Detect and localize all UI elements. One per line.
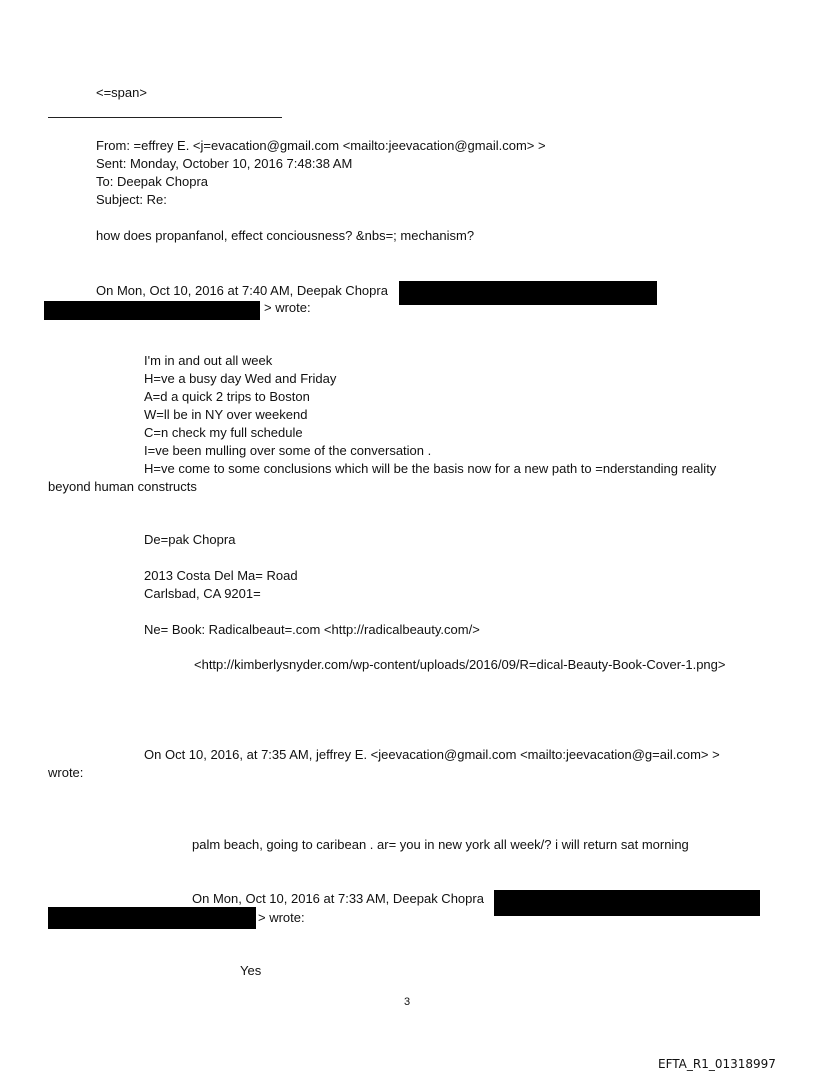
quote2-wrote: wrote: bbox=[48, 765, 84, 780]
header-subject: Subject: Re: bbox=[96, 192, 167, 207]
quote1-wrote: > wrote: bbox=[264, 300, 311, 315]
body-line: A=d a quick 2 trips to Boston bbox=[144, 389, 310, 404]
span-tag-line: <=span> bbox=[96, 85, 147, 100]
redaction-box bbox=[44, 301, 260, 320]
redaction-box bbox=[399, 281, 657, 305]
header-to: To: Deepak Chopra bbox=[96, 174, 209, 189]
signature-book: Ne= Book: Radicalbeaut=.com <http://radicalbeauty.com/> bbox=[144, 622, 480, 637]
separator-rule bbox=[48, 117, 282, 118]
footer-id: EFTA_R1_01318997 bbox=[658, 1057, 776, 1071]
body-line: C=n check my full schedule bbox=[144, 425, 303, 440]
signature-name: De=pak Chopra bbox=[144, 532, 236, 547]
body-line: I'm in and out all week bbox=[144, 353, 273, 368]
body-line-wrap: beyond human constructs bbox=[48, 479, 197, 494]
reply-text: palm beach, going to caribean . ar= you in new york all week/? i will return sat morning bbox=[192, 837, 689, 852]
header-from: From: =effrey E. <j=evacation@gmail.com <mailto:jeevacation@gmail.com> > bbox=[96, 138, 546, 153]
quote2-intro: On Oct 10, 2016, at 7:35 AM, jeffrey E. <jeevacation@gmail.com <mailto:jeevacation@g=ail.com> > bbox=[144, 747, 720, 762]
quote1-intro: On Mon, Oct 10, 2016 at 7:40 AM, Deepak Chopra bbox=[96, 283, 388, 298]
signature-image-url: <http://kimberlysnyder.com/wp-content/uploads/2016/09/R=dical-Beauty-Book-Cover-1.png> bbox=[194, 657, 726, 672]
header-sent: Sent: Monday, October 10, 2016 7:48:38 AM bbox=[96, 156, 353, 171]
body-line: H=ve come to some conclusions which will be the basis now for a new path to =nderstanding reality bbox=[144, 461, 717, 476]
redaction-box bbox=[494, 890, 760, 916]
page-number: 3 bbox=[404, 996, 411, 1008]
body-line: H=ve a busy day Wed and Friday bbox=[144, 371, 337, 386]
body-line: I=ve been mulling over some of the conversation . bbox=[144, 443, 432, 458]
quote3-wrote: > wrote: bbox=[258, 910, 305, 925]
signature-city: Carlsbad, CA 9201= bbox=[144, 586, 261, 601]
question-text: how does propanfanol, effect conciousness? &nbs=; mechanism? bbox=[96, 228, 475, 243]
body-line: W=ll be in NY over weekend bbox=[144, 407, 308, 422]
signature-address: 2013 Costa Del Ma= Road bbox=[144, 568, 298, 583]
yes-text: Yes bbox=[240, 963, 262, 978]
redaction-box bbox=[48, 907, 256, 929]
quote3-intro: On Mon, Oct 10, 2016 at 7:33 AM, Deepak Chopra bbox=[192, 891, 484, 906]
